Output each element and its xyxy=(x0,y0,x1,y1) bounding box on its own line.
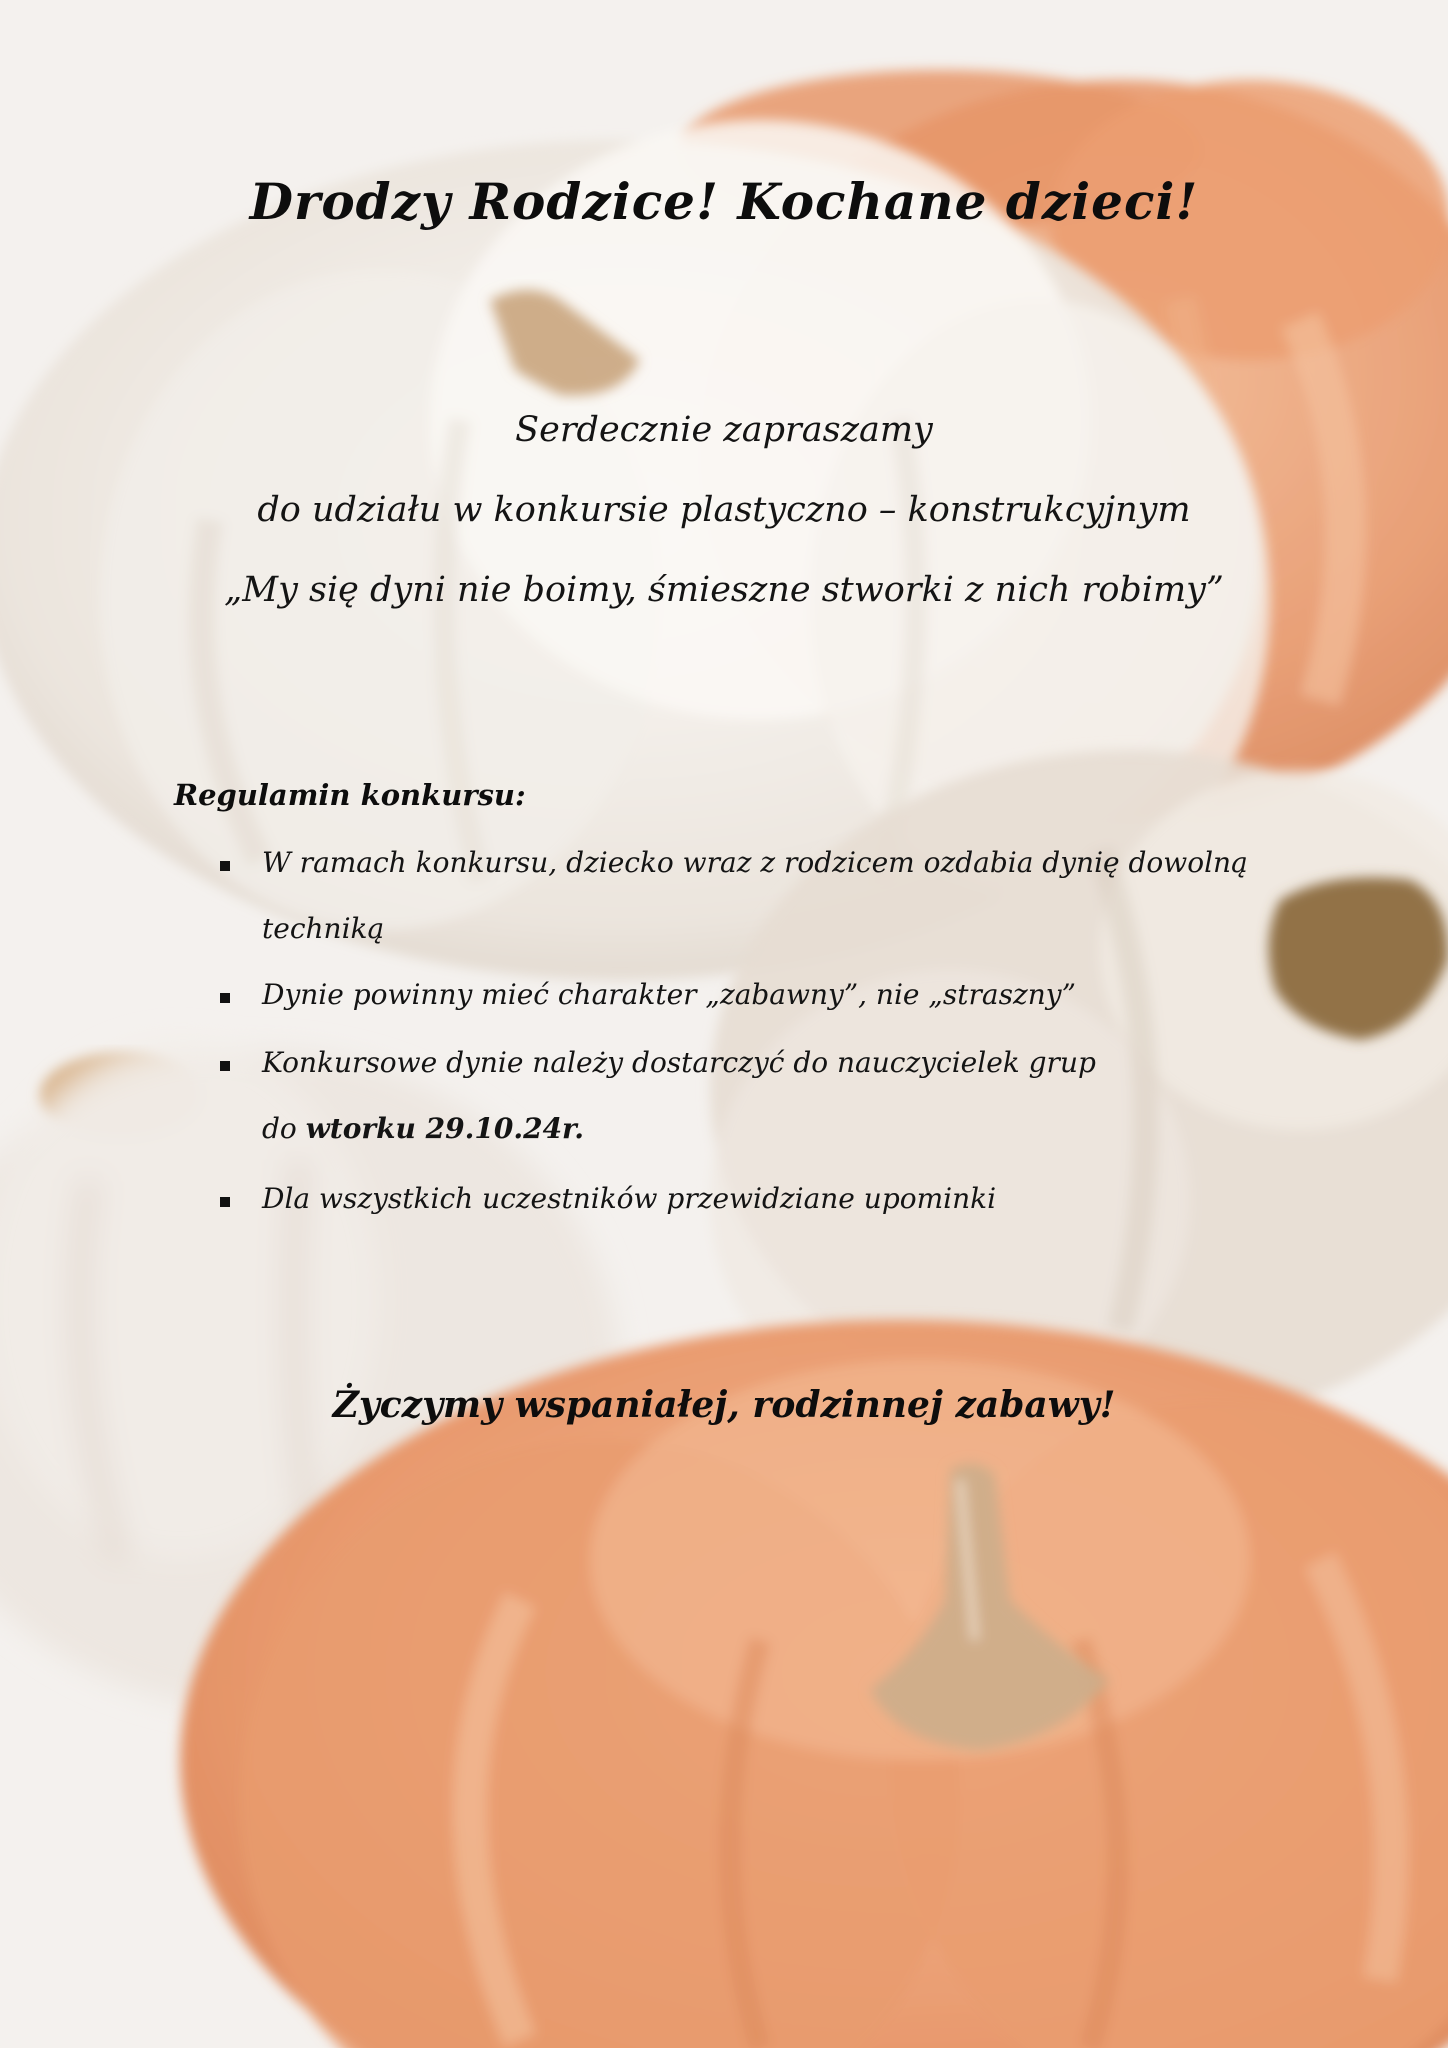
rule-4: Dla wszystkich uczestników przewidziane upominki xyxy=(262,1182,997,1215)
rule-3-prefix: do xyxy=(262,1112,306,1145)
bullet-icon xyxy=(220,1197,230,1207)
bullet-icon xyxy=(220,1061,230,1071)
bullet-icon xyxy=(220,993,230,1003)
rule-1-line-2: techniką xyxy=(262,912,385,945)
rule-3-line-2 xyxy=(262,1112,584,1145)
rule-1-line-1: W ramach konkursu, dziecko wraz z rodzicem ozdabia dynię dowolną xyxy=(262,846,1248,879)
rules-heading: Regulamin konkursu: xyxy=(174,778,526,812)
rule-3-line-1: Konkursowe dynie należy dostarczyć do nauczycielek grup xyxy=(262,1046,1096,1079)
contest-name: „My się dyni nie boimy, śmieszne stworki z nich robimy” xyxy=(224,570,1224,610)
rule-2: Dynie powinny mieć charakter „zabawny”, nie „straszny” xyxy=(262,978,1076,1011)
closing-wish: Życzymy wspaniałej, rodzinnej zabawy! xyxy=(332,1384,1116,1426)
greeting-title: Drodzy Rodzice! Kochane dzieci! xyxy=(249,172,1199,231)
invitation-line-1: Serdecznie zapraszamy xyxy=(515,410,933,450)
bullet-icon xyxy=(220,861,230,871)
deadline-date: wtorku 29.10.24r. xyxy=(305,1112,584,1145)
invitation-line-2: do udziału w konkursie plastyczno – konstrukcyjnym xyxy=(257,490,1191,530)
